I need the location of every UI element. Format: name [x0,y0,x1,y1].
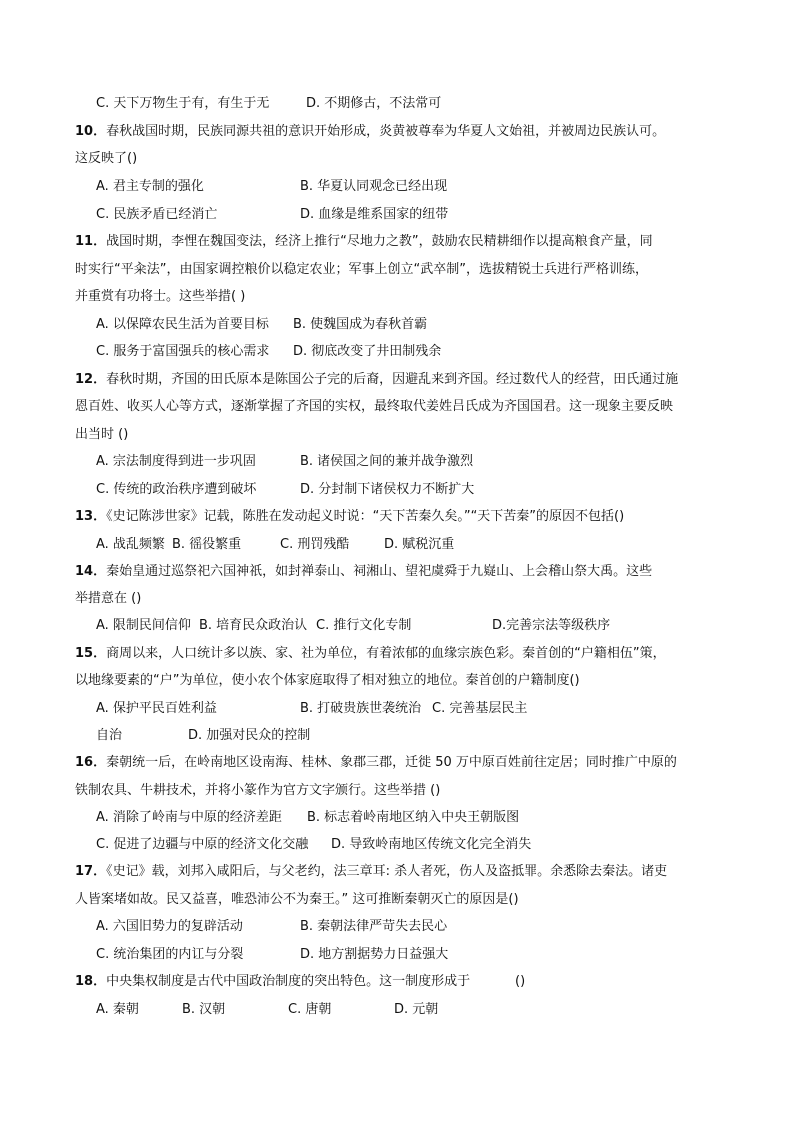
option-d: D. 血缘是维系国家的纽带 [300,207,449,222]
option-d: D. 赋税沉重 [384,537,455,552]
question-text: 秦朝统一后，在岭南地区设南海、桂林、象郡三郡，迁徙 50 万中原百姓前往定居；同时推广中原的 [106,755,677,770]
option-d: D. 导致岭南地区传统文化完全消失 [331,837,532,852]
option-b: B. 华夏认同观念已经出现 [300,179,448,194]
question-number: 17． [75,864,107,879]
question-number: 14． [75,564,107,579]
question-number: 13． [75,509,107,524]
option-row [96,481,475,499]
question-text: 战国时期，李悝在魏国变法，经济上推行“尽地力之教”，鼓励农民精耕细作以提高粮食产量，同 [106,234,653,249]
option-a: A. 宗法制度得到进一步巩固 [96,454,256,469]
question-text-cont: 举措意在 () [75,591,142,606]
option-c: C. 传统的政治秩序遭到破坏 [96,482,257,497]
option-row [96,206,449,224]
option-a: A. 君主专制的强化 [96,179,204,194]
option-row [96,343,442,361]
question-text-cont: 并重赏有功将士。这些举措( ) [75,289,246,304]
option-d: D. 地方割据势力日益强大 [300,947,449,962]
question-number: 15． [75,646,107,661]
question-18 [75,973,526,991]
question-number: 10． [75,124,107,139]
option-row [96,316,428,334]
option-row [96,918,448,936]
question-text: 春秋战国时期，民族同源共祖的意识开始形成，炎黄被尊奉为华夏人文始祖，并被周边民族认可。 [106,124,666,139]
question-number: 12． [75,372,107,387]
option-b: B. 培育民众政治认 [199,618,308,633]
option-a: A. 秦朝 [96,1002,139,1017]
option-d: D. 分封制下诸侯权力不断扩大 [300,482,475,497]
option-a: A. 以保障农民生活为首要目标 [96,317,269,332]
option-b: B. 标志着岭南地区纳入中央王朝版图 [307,810,520,825]
option-b: B. 徭役繁重 [172,537,242,552]
option-row [96,1001,439,1019]
question-text-cont: 这反映了() [75,151,138,166]
option-row [96,809,520,827]
question-text: 春秋时期，齐国的田氏原本是陈国公子完的后裔，因避乱来到齐国。经过数代人的经营，田氏通过施 [106,372,679,387]
question-text-cont: 恩百姓、收买人心等方式，逐渐掌握了齐国的实权，最终取代姜姓吕氏成为齐国国君。这一现象主要反映 [75,399,674,414]
option-row [96,536,455,554]
question-14 [75,563,652,581]
option-row [96,700,528,718]
option-row [96,836,532,854]
option-c: C. 统治集团的内讧与分裂 [96,947,244,962]
option-c: C. 刑罚残酷 [280,537,350,552]
option-c: C. 服务于富国强兵的核心需求 [96,344,270,359]
question-12 [75,371,678,389]
option-d: D. 不期修古，不法常可 [306,96,442,111]
question-text-cont: 出当时 () [75,427,129,442]
question-15 [75,645,666,663]
option-a: A. 消除了岭南与中原的经济差距 [96,810,282,825]
option-row [96,946,449,964]
option-b: B. 使魏国成为春秋首霸 [293,317,428,332]
question-number: 11． [75,234,107,249]
question-text: 秦始皇通过巡祭祀六国神祇，如封禅泰山、祠湘山、望祀虞舜于九嶷山、上会稽山祭大禹。这些 [106,564,653,579]
option-d: D. 元朝 [394,1002,439,1017]
option-row [96,95,442,113]
option-a: A. 保护平民百姓利益 [96,701,217,716]
question-text-cont: 铁制农具、牛耕技术，并将小篆作为官方文字颁行。这些举措 () [75,783,441,798]
option-row [96,453,474,471]
option-a: A. 限制民间信仰 [96,618,191,633]
option-row [96,617,611,635]
option-c: C. 促进了边疆与中原的经济文化交融 [96,837,309,852]
question-13 [75,508,624,526]
question-text-cont: 人皆案堵如故。民又益喜，唯恐沛公不为秦王。” 这可推断秦朝灭亡的原因是() [75,892,519,907]
option-b: B. 秦朝法律严苛失去民心 [300,919,448,934]
question-17 [75,863,667,881]
question-text-cont: 以地缘要素的“户”为单位，使小农个体家庭取得了相对独立的地位。秦首创的户籍制度() [75,673,580,688]
option-row [96,727,311,745]
question-number: 16． [75,755,107,770]
option-a: A. 六国旧势力的复辟活动 [96,919,243,934]
option-row [96,178,448,196]
option-d: D. 彻底改变了井田制残余 [293,344,442,359]
option-c: C. 推行文化专制 [316,618,412,633]
option-c: C. 完善基层民主 [432,701,528,716]
option-c-cont: 自治 [96,728,123,743]
option-b: B. 汉朝 [182,1002,226,1017]
option-b: B. 诸侯国之间的兼并战争激烈 [300,454,474,469]
question-text: 《史记》载，刘邦入咸阳后，与父老约，法三章耳: 杀人者死，伤人及盗抵罪。余悉除去秦法。诸吏 [106,864,668,879]
option-c: C. 天下万物生于有，有生于无 [96,96,270,111]
option-d: D. 加强对民众的控制 [188,728,311,743]
question-text: 中央集权制度是古代中国政治制度的突出特色。这一制度形成于 [106,974,471,989]
question-10 [75,123,665,141]
question-11 [75,233,653,251]
question-text: 商周以来，人口统计多以族、家、社为单位，有着浓郁的血缘宗族色彩。秦首创的“户籍相伍”策， [106,646,666,661]
question-text-cont: 时实行“平籴法”，由国家调控粮价以稳定农业；军事上创立“武卒制”，选拔精锐士兵进行严格训练， [75,262,648,277]
question-text: 《史记陈涉世家》记载，陈胜在发动起义时说：“天下苦秦久矣。”“天下苦秦”的原因不包括() [106,509,625,524]
option-c: C. 民族矛盾已经消亡 [96,207,218,222]
option-d: D.完善宗法等级秩序 [492,618,611,633]
option-a: A. 战乱频繁 [96,537,165,552]
question-number: 18． [75,974,107,989]
option-c: C. 唐朝 [288,1002,332,1017]
question-16 [75,754,677,772]
option-b: B. 打破贵族世袭统治 [300,701,422,716]
answer-paren: () [515,974,526,989]
